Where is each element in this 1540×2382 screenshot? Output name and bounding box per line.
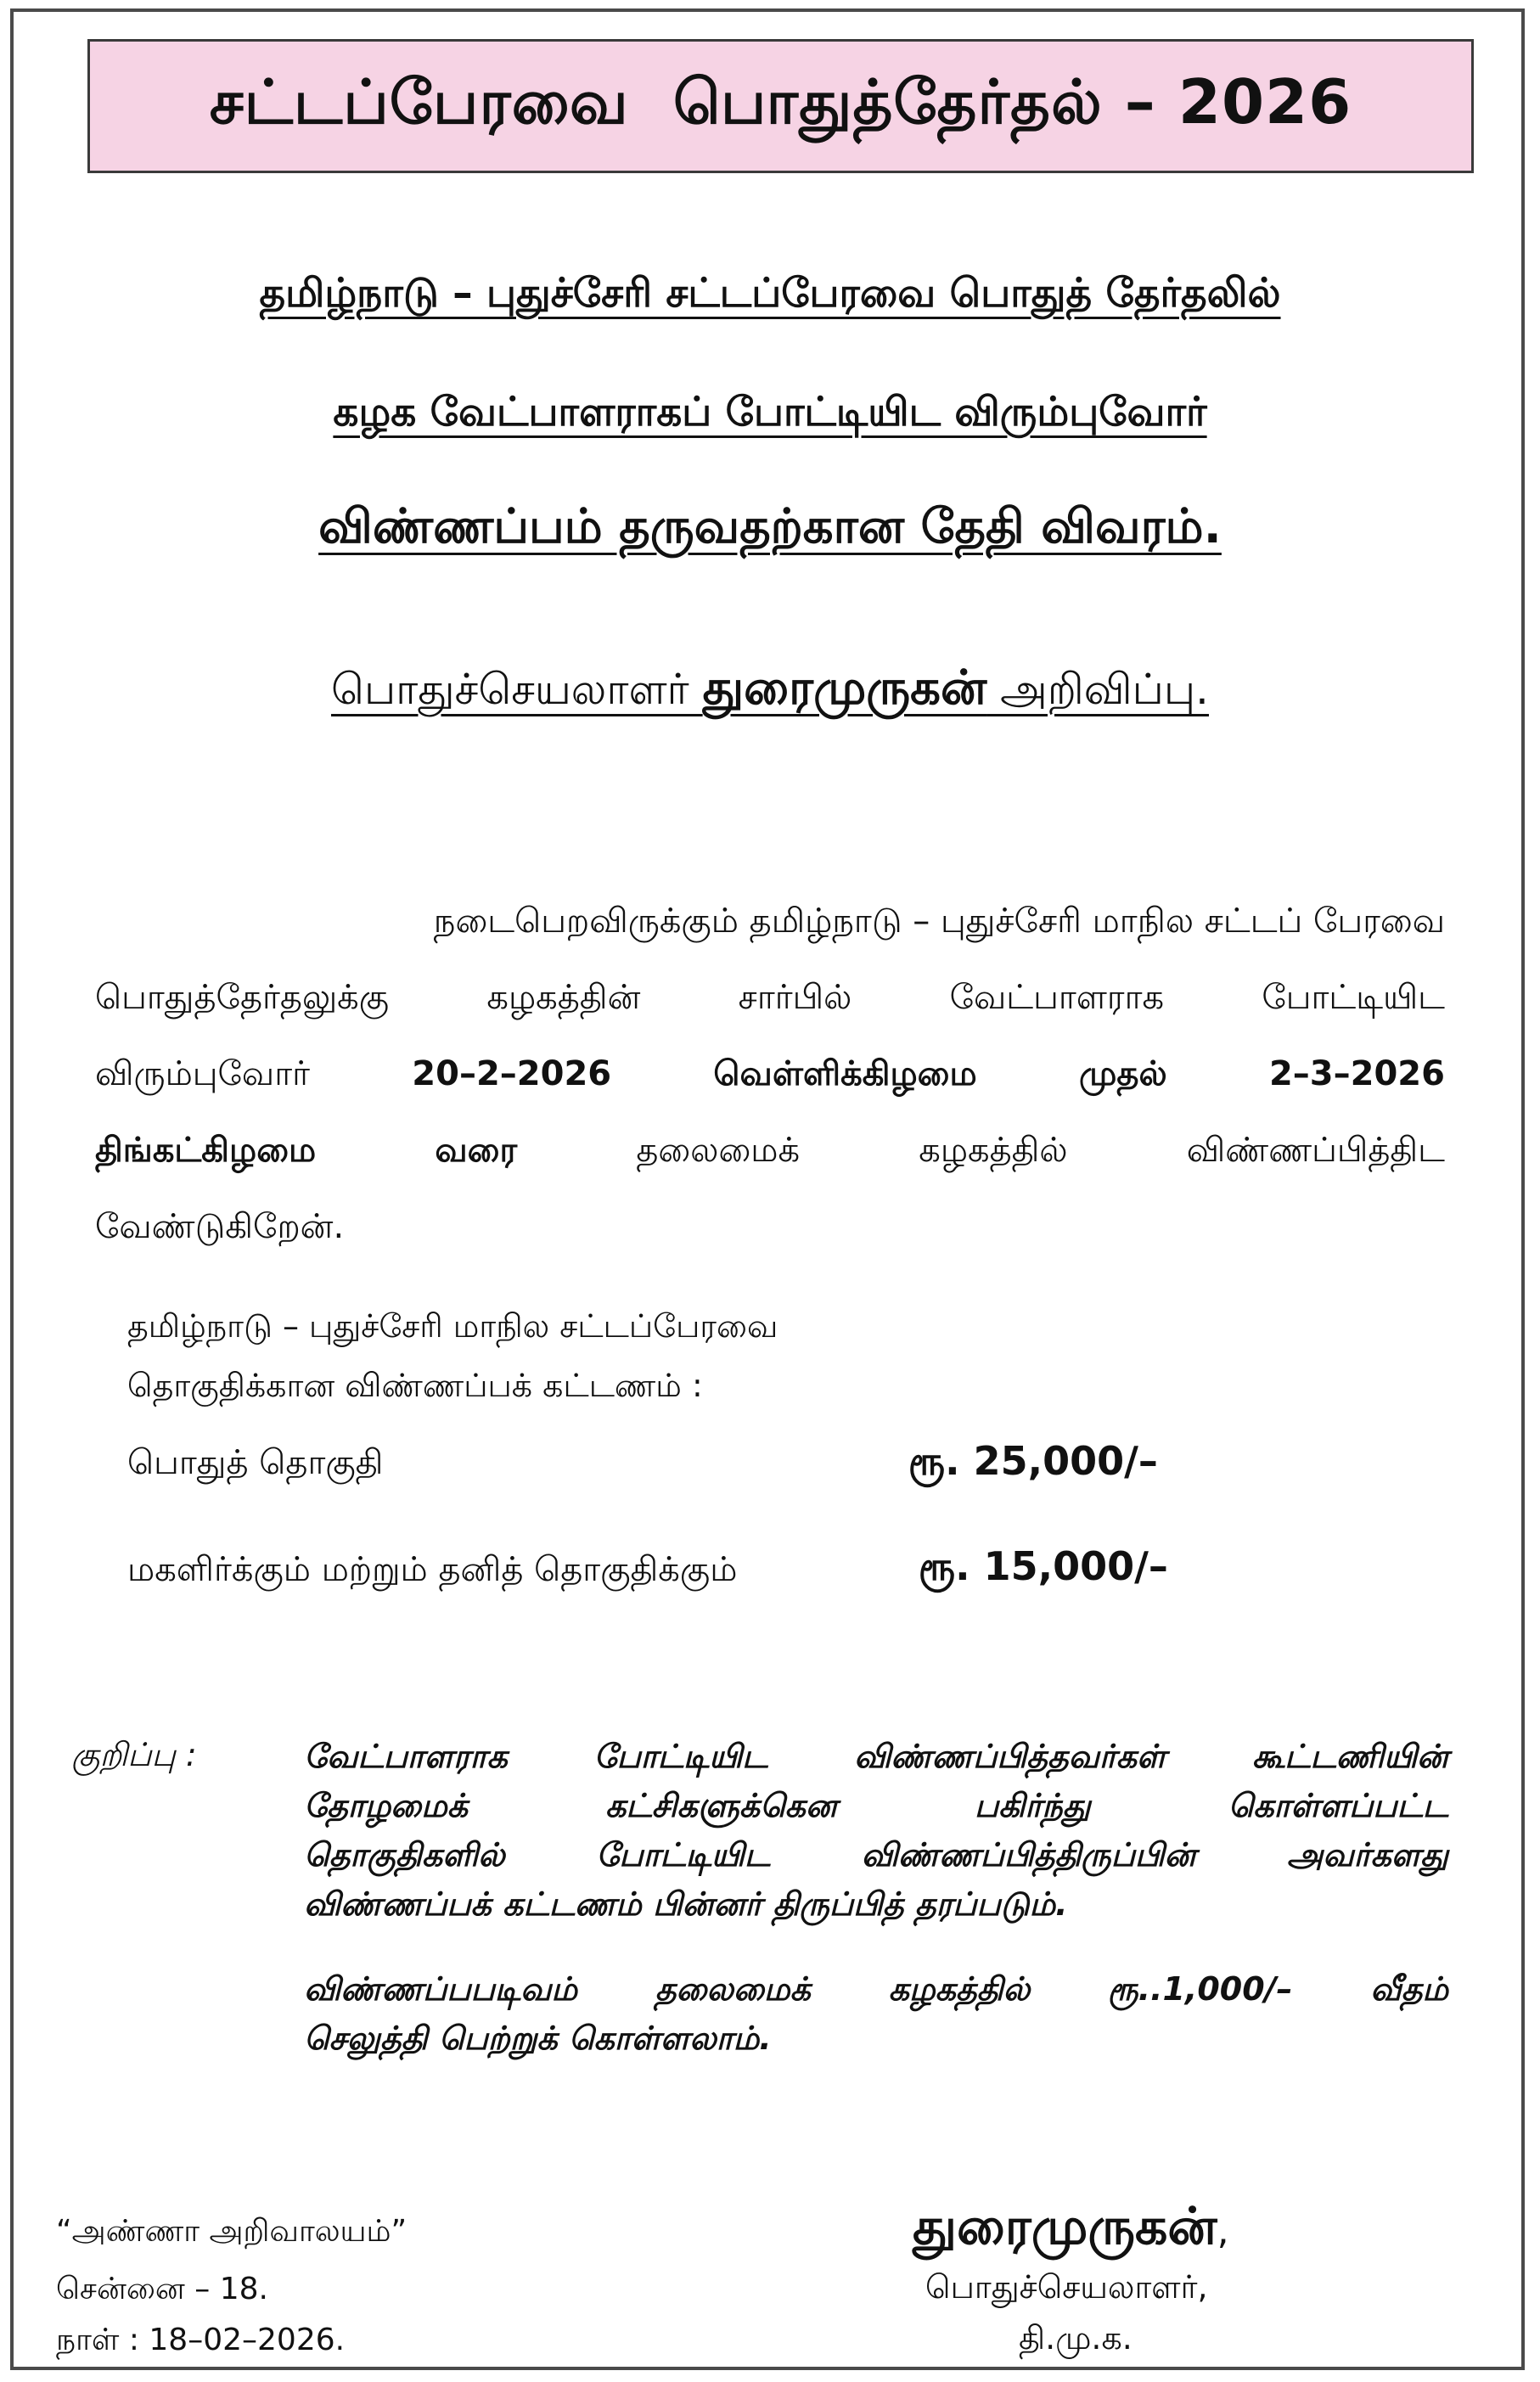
paragraph-line-1: நடைபெறவிருக்கும் தமிழ்நாடு – புதுச்சேரி மாநில சட்டப் பேரவை	[433, 902, 1445, 941]
heading-line-2: கழக வேட்பாளராகப் போட்டியிட விரும்புவோர்	[333, 389, 1207, 435]
paragraph-line-3: விரும்புவோர் 20–2–2026 வெள்ளிக்கிழமை முதல் 2–3–2026	[95, 1054, 1445, 1093]
note-line-5: விண்ணப்பபடிவம் தலைமைக் கழகத்தில் ரூ..1,000/– வீதம்	[304, 1970, 1448, 2008]
note-line-1: வேட்பாளராக போட்டியிட விண்ணப்பித்தவர்கள் கூட்டணியின்	[304, 1738, 1448, 1775]
page-title: சட்டப்பேரவை பொதுத்தேர்தல் – 2026	[209, 66, 1352, 138]
note-line-4: விண்ணப்பக் கட்டணம் பின்னர் திருப்பித் தரப்படும்.	[304, 1885, 1068, 1923]
reserved-seat-label: மகளிர்க்கும் மற்றும் தனித் தொகுதிக்கும்	[127, 1550, 738, 1589]
note-line-2: தோழமைக் கட்சிகளுக்கென பகிர்ந்து கொள்ளப்பட்ட	[304, 1787, 1448, 1824]
announcement-suffix: அறிவிப்பு.	[986, 665, 1209, 714]
body-paragraph	[95, 883, 1445, 1265]
paragraph-line-2: பொதுத்தேர்தலுக்கு கழகத்தின் சார்பில் வேட்பாளராக போட்டியிட	[95, 978, 1445, 1017]
fee-label-line-2: தொகுதிக்கான விண்ணப்பக் கட்டணம் :	[127, 1367, 703, 1404]
note-label: குறிப்பு :	[71, 1736, 197, 1773]
heading-line-3: விண்ணப்பம் தருவதற்கான தேதி விவரம்.	[318, 499, 1222, 554]
signatory-name: துரைமுருகன்,	[913, 2197, 1229, 2256]
note-line-3: தொகுதிகளில் போட்டியிட விண்ணப்பித்திருப்பின் அவர்களது	[304, 1836, 1448, 1874]
paragraph-line-5: வேண்டுகிறேன்.	[95, 1207, 345, 1246]
general-seat-label: பொதுத் தொகுதி	[127, 1443, 384, 1482]
note-line-6: செலுத்தி பெற்றுக் கொள்ளலாம்.	[304, 2020, 772, 2057]
heading-line-1: தமிழ்நாடு – புதுச்சேரி சட்டப்பேரவை பொதுத் தேர்தலில்	[259, 270, 1281, 317]
title-banner	[87, 39, 1474, 173]
issue-date: நாள் : 18–02–2026.	[56, 2323, 346, 2357]
reserved-seat-fee: ரூ. 15,000/–	[919, 1543, 1168, 1589]
note-block	[304, 1732, 1448, 2063]
party-name: தி.மு.க.	[1019, 2319, 1133, 2357]
fee-label-line-1: தமிழ்நாடு – புதுச்சேரி மாநில சட்டப்பேரவை	[127, 1307, 778, 1345]
office-name: “அண்ணா அறிவாலயம்”	[56, 2214, 407, 2249]
announcement-prefix: பொதுச்செயலாளர்	[331, 665, 703, 714]
announcement-name: துரைமுருகன்	[702, 660, 987, 716]
office-city: சென்னை – 18.	[56, 2272, 268, 2306]
general-seat-fee: ரூ. 25,000/–	[908, 1438, 1158, 1484]
signatory-designation: பொதுச்செயலாளர்,	[925, 2268, 1208, 2306]
announcement-heading	[0, 660, 1540, 722]
paragraph-line-4: திங்கட்கிழமை வரை தலைமைக் கழகத்தில் விண்ணப்பித்திட	[95, 1131, 1445, 1170]
